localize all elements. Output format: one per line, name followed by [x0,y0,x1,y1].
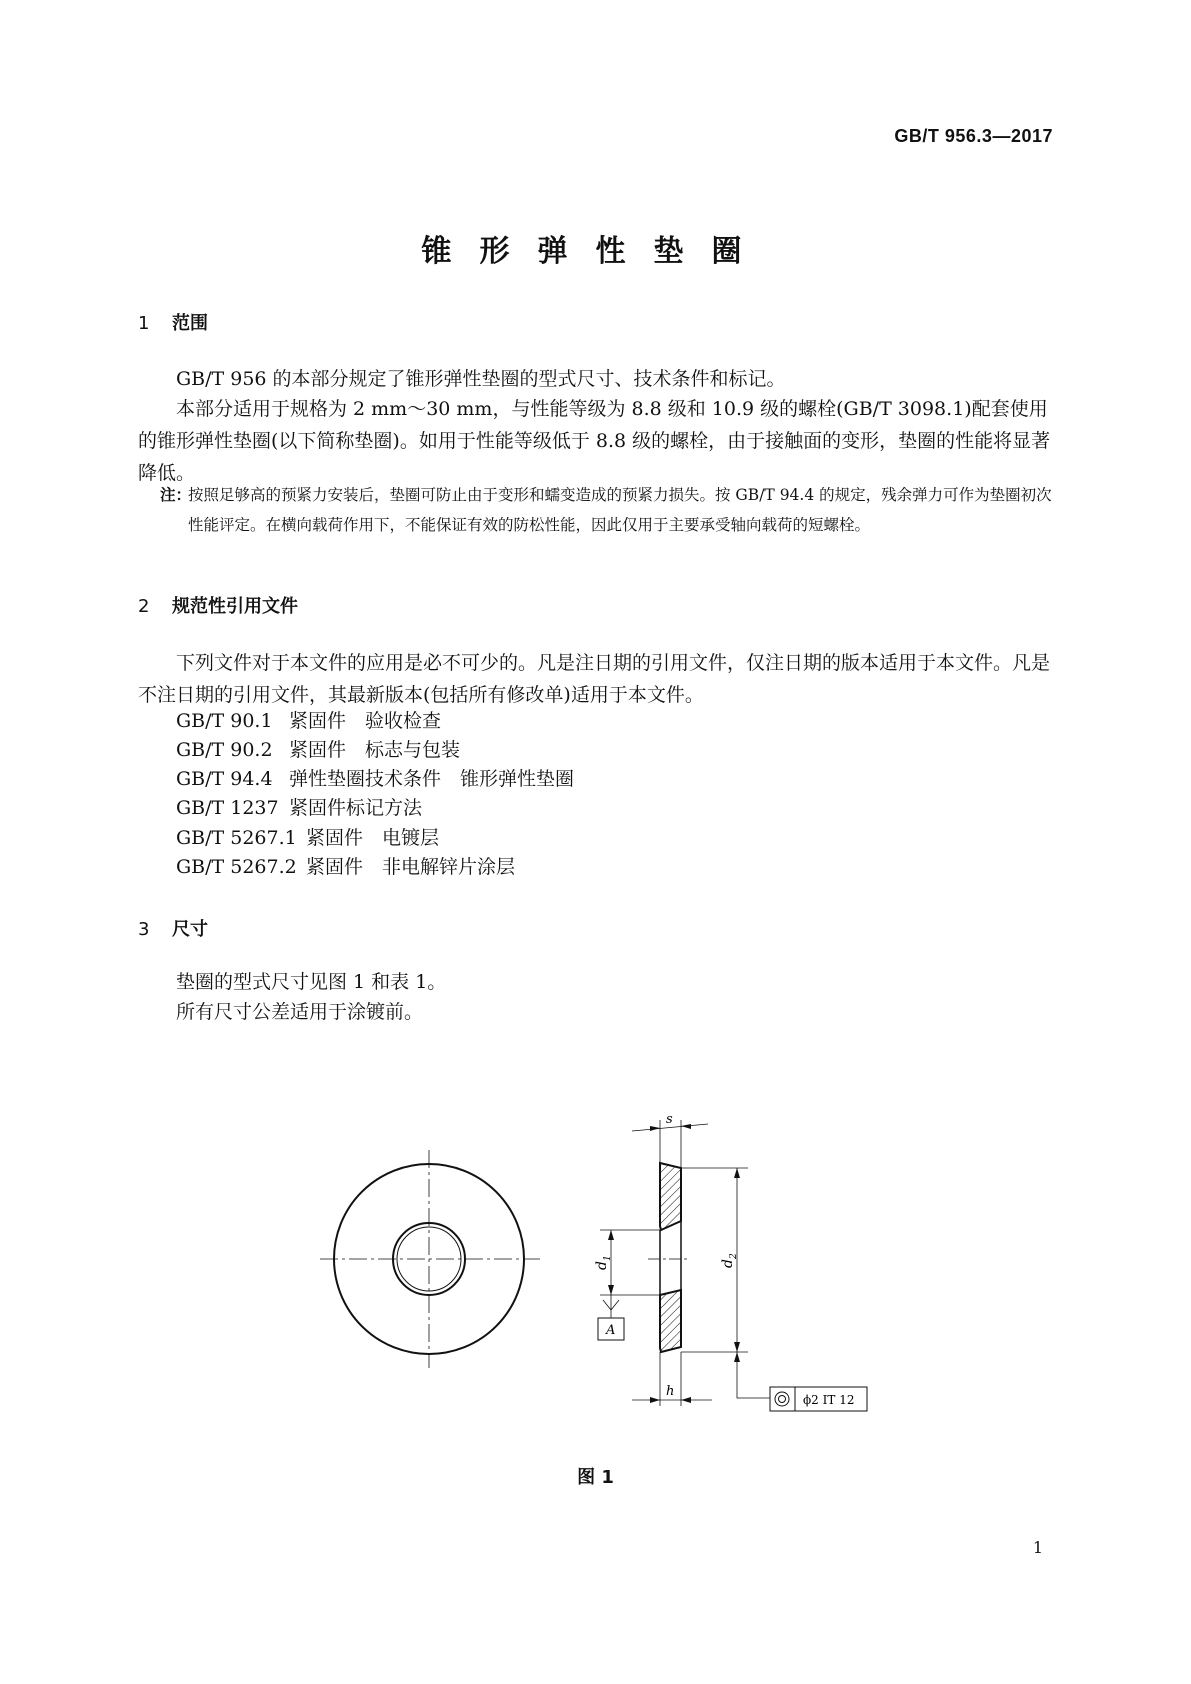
reference-code: GB/T 94.4 [176,768,273,790]
document-title: 锥形弹性垫圈 [421,234,770,269]
reference-code: GB/T 5267.2 [176,856,297,878]
dimensions-p1-text: 垫圈的型式尺寸见图 1 和表 1。 [176,971,447,993]
reference-code: GB/T 1237 [176,797,279,819]
figure-caption: 图 1 [577,1467,614,1488]
concentricity-icon [775,1392,789,1406]
scope-p2-text: 本部分适用于规格为 2 mm～30 mm，与性能等级为 8.8 级和 10.9 级的螺栓(GB/T 3098.1)配套使用的锥形弹性垫圈(以下简称垫圈)。如用于性能等级低于 8.8 级的螺栓，由于接触面的变形，垫圈的性能将显著降低。 [138,398,1051,484]
note-text: 按照足够高的预紧力安装后，垫圈可防止由于变形和蠕变造成的预紧力损失。按 GB/T 94.4 的规定，残余弹力可作为垫圈初次性能评定。在横向载荷作用下，不能保证有效的防松性能，因此仅用于主要承受轴向载荷的短螺栓。 [188,486,1052,534]
tolerance-frame [770,1387,867,1411]
section-number: 2 [138,596,150,617]
section-number: 3 [138,919,150,940]
reference-title: 紧固件 验收检查 [289,710,442,732]
section-title: 尺寸 [172,919,208,940]
dim-label-d2: $d_2$ [720,1253,739,1268]
scope-p1-text: GB/T 956 的本部分规定了锥形弹性垫圈的型式尺寸、技术条件和标记。 [176,368,786,390]
washer-section-view [594,1112,867,1411]
note-label: 注： [160,486,192,504]
standard-number: GB/T 956.3—2017 [894,126,1053,146]
reference-code: GB/T 90.1 [176,710,273,732]
reference-code: GB/T 90.2 [176,739,273,761]
reference-title: 紧固件 电镀层 [306,827,440,849]
reference-title: 紧固件 标志与包装 [289,739,461,761]
dim-label-s: s [666,1112,673,1127]
datum-label: A [606,1323,616,1338]
section-title: 范围 [172,313,208,334]
reference-code: GB/T 5267.1 [176,827,297,849]
dim-label-d1: $d_1$ [594,1255,613,1270]
tolerance-value: ϕ2 IT 12 [803,1393,855,1407]
page-number: 1 [1032,1538,1043,1557]
dimensions-p2-text: 所有尺寸公差适用于涂镀前。 [176,1001,424,1023]
reference-title: 紧固件标记方法 [289,797,423,819]
section-title: 规范性引用文件 [172,596,298,617]
normative-intro-text: 下列文件对于本文件的应用是必不可少的。凡是注日期的引用文件，仅注日期的版本适用于本文件。凡是不注日期的引用文件，其最新版本(包括所有修改单)适用于本文件。 [138,652,1051,706]
reference-title: 弹性垫圈技术条件 锥形弹性垫圈 [289,768,575,790]
section-number: 1 [138,313,150,334]
washer-top-view [320,1150,540,1368]
dim-label-h: h [666,1384,675,1399]
reference-title: 紧固件 非电解锌片涂层 [306,856,516,878]
